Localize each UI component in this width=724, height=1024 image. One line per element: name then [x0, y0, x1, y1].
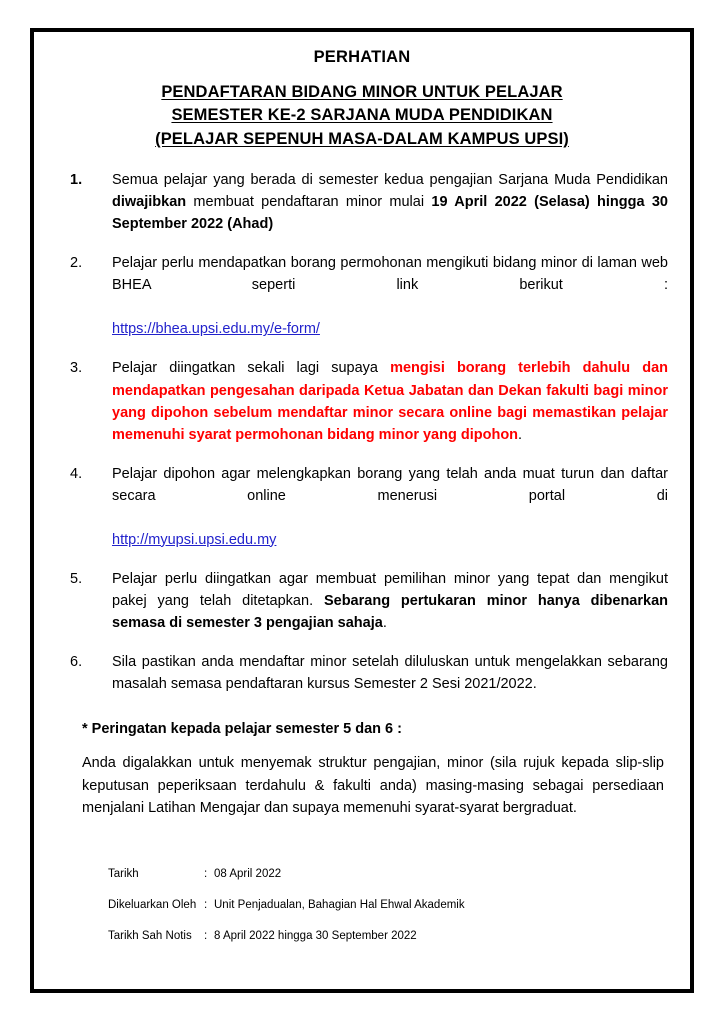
footer-row-tarikh — [108, 866, 668, 883]
item-number-6: 6. — [70, 653, 83, 670]
item-text-1 — [112, 169, 668, 235]
footer-sep-dikeluarkan-oleh: : — [204, 898, 208, 911]
item-number-2: 2. — [70, 255, 83, 272]
notice-footer — [56, 866, 668, 946]
item-1-text-a: Semua pelajar yang berada di semester kedua pengajian Sarjana Muda Pendidikan — [112, 172, 668, 189]
footer-sep-tarikh-sah-notis: : — [204, 930, 208, 943]
list-item — [56, 169, 668, 235]
item-5-bold-a: Sebarang pertukaran minor hanya dibenarkan semasa di semester 3 pengajian sahaja — [112, 592, 668, 631]
list-item — [56, 463, 668, 551]
item-number-3: 3. — [70, 360, 83, 377]
footer-label-tarikh: Tarikh — [108, 867, 139, 880]
notice-content — [34, 32, 690, 945]
item-text-4 — [112, 463, 668, 551]
item-text-2 — [112, 252, 668, 340]
item-text-3 — [112, 357, 668, 445]
item-5-text-b: . — [382, 614, 387, 631]
item-3-text-a: Pelajar diingatkan sekali lagi supaya — [112, 360, 391, 377]
item-number-1: 1. — [70, 172, 83, 189]
footer-value-dikeluarkan-oleh: Unit Penjadualan, Bahagian Hal Ehwal Akademik — [214, 898, 465, 911]
item-1-bold-b: 19 April 2022 (Selasa) hingga 30 September 2022 (Ahad) — [112, 194, 668, 233]
notice-border-frame — [30, 28, 694, 993]
list-item — [56, 568, 668, 634]
item-1-bold-a: diwajibkan — [112, 194, 187, 211]
notice-title-block — [56, 81, 668, 151]
title-line-1: PENDAFTARAN BIDANG MINOR UNTUK PELAJAR — [161, 83, 563, 101]
list-item — [56, 357, 668, 445]
notice-header: PERHATIAN — [313, 48, 411, 66]
footer-label-tarikh-sah-notis: Tarikh Sah Notis — [108, 930, 192, 943]
item-3-text-b: . — [518, 426, 523, 443]
footer-value-tarikh: 08 April 2022 — [214, 867, 282, 880]
footer-row-dikeluarkan-oleh — [108, 897, 668, 914]
footer-label-dikeluarkan-oleh: Dikeluarkan Oleh — [108, 898, 197, 911]
item-3-red-emphasis: mengisi borang terlebih dahulu dan mendapatkan pengesahan daripada Ketua Jabatan dan Dekan fakulti bagi minor yang dipohon sebelum mendaftar minor secara online bagi memastikan pelajar memenuhi syarat permohonan bidang minor yang dipohon — [112, 360, 668, 443]
item-6-text-a: Sila pastikan anda mendaftar minor setelah diluluskan untuk mengelakkan sebarang masalah semasa pendaftaran kursus Semester 2 Sesi 2021/2022. — [112, 653, 668, 692]
reminder-section — [56, 721, 668, 820]
item-1-text-b: membuat pendaftaran minor mulai — [186, 194, 432, 211]
reminder-body: Anda digalakkan untuk menyemak struktur pengajian, minor (sila rujuk kepada slip-slip keputusan peperiksaan terdahulu & fakulti anda) masing-masing sebagai persediaan menjalani Latihan Mengajar dan supaya memenuhi syarat-syarat bergraduat. — [82, 754, 664, 817]
footer-row-tarikh-sah-notis — [108, 928, 668, 945]
myupsi-portal-link[interactable]: http://myupsi.upsi.edu.my — [112, 531, 277, 548]
item-text-6 — [112, 651, 668, 695]
bhea-eform-link[interactable]: https://bhea.upsi.edu.my/e-form/ — [112, 321, 320, 338]
item-text-5 — [112, 568, 668, 634]
list-item — [56, 252, 668, 340]
item-5-text-a: Pelajar perlu diingatkan agar membuat pemilihan minor yang tepat dan mengikut pakej yang telah ditetapkan. — [112, 570, 668, 609]
title-line-3: (PELAJAR SEPENUH MASA-DALAM KAMPUS UPSI) — [155, 129, 569, 148]
item-4-text-a: Pelajar dipohon agar melengkapkan borang yang telah anda muat turun dan daftar secara online menerusi portal di — [112, 465, 668, 504]
item-2-text-a: Pelajar perlu mendapatkan borang permohonan mengikuti bidang minor di laman web BHEA seperti link berikut : — [112, 255, 668, 294]
footer-sep-tarikh: : — [204, 867, 208, 880]
list-item — [56, 651, 668, 695]
reminder-title: * Peringatan kepada pelajar semester 5 dan 6 : — [82, 720, 402, 737]
item-number-4: 4. — [70, 465, 83, 482]
footer-value-tarikh-sah-notis: 8 April 2022 hingga 30 September 2022 — [214, 930, 417, 943]
title-line-2: SEMESTER KE-2 SARJANA MUDA PENDIDIKAN — [171, 106, 553, 125]
item-number-5: 5. — [70, 570, 83, 587]
